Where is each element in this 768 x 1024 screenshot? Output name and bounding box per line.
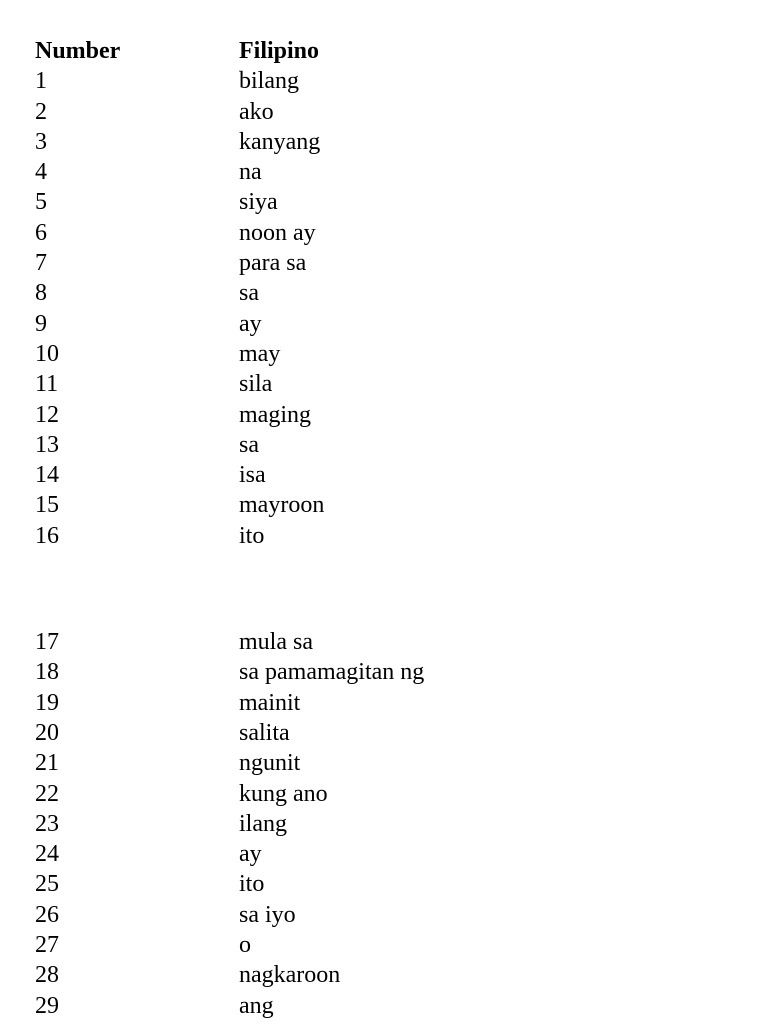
table-row: [35, 66, 735, 96]
row-filipino-word: ay: [239, 841, 262, 868]
row-number: 26: [35, 901, 59, 928]
table-row: [35, 218, 735, 248]
row-filipino-word: ilang: [239, 810, 287, 837]
table-row: [35, 97, 735, 127]
row-number: 20: [35, 719, 59, 746]
row-filipino-word: mula sa: [239, 629, 313, 656]
row-number: 1: [35, 68, 47, 95]
table-row: [35, 809, 735, 839]
table-row: [35, 839, 735, 869]
table-section-2: [35, 627, 735, 1021]
table-row: [35, 779, 735, 809]
table-row: [35, 248, 735, 278]
row-filipino-word: kanyang: [239, 128, 321, 155]
row-filipino-word: salita: [239, 719, 290, 746]
row-number: 21: [35, 750, 59, 777]
row-number: 6: [35, 219, 47, 246]
table-row: [35, 688, 735, 718]
row-filipino-word: sila: [239, 371, 273, 398]
table-row: [35, 278, 735, 308]
row-filipino-word: na: [239, 159, 262, 186]
row-number: 8: [35, 280, 47, 307]
section-spacer: [35, 551, 735, 627]
row-number: 2: [35, 98, 47, 125]
table-row: [35, 960, 735, 990]
row-number: 24: [35, 841, 59, 868]
row-number: 7: [35, 250, 47, 277]
table-row: [35, 718, 735, 748]
row-filipino-word: sa iyo: [239, 901, 296, 928]
row-filipino-word: may: [239, 340, 281, 367]
row-filipino-word: mayroon: [239, 492, 325, 519]
row-filipino-word: ngunit: [239, 750, 301, 777]
row-filipino-word: o: [239, 932, 251, 959]
row-filipino-word: ako: [239, 98, 274, 125]
row-number: 9: [35, 310, 47, 337]
table-row: [35, 339, 735, 369]
row-number: 29: [35, 992, 59, 1019]
row-filipino-word: siya: [239, 189, 278, 216]
row-number: 28: [35, 962, 59, 989]
row-filipino-word: sa: [239, 431, 259, 458]
table-row: [35, 309, 735, 339]
row-number: 16: [35, 522, 59, 549]
table-row: [35, 748, 735, 778]
row-filipino-word: sa: [239, 280, 259, 307]
table-section-1: [35, 66, 735, 551]
table-row: [35, 869, 735, 899]
table-row: [35, 187, 735, 217]
row-filipino-word: maging: [239, 401, 311, 428]
row-number: 27: [35, 932, 59, 959]
row-number: 14: [35, 462, 59, 489]
header-number: Number: [35, 38, 121, 64]
row-filipino-word: ay: [239, 310, 262, 337]
row-number: 18: [35, 659, 59, 686]
table-row: [35, 400, 735, 430]
row-number: 4: [35, 159, 47, 186]
table-row: [35, 460, 735, 490]
row-number: 11: [35, 371, 59, 398]
table-row: [35, 900, 735, 930]
row-filipino-word: isa: [239, 462, 266, 489]
row-number: 15: [35, 492, 59, 519]
row-filipino-word: sa pamamagitan ng: [239, 659, 425, 686]
row-number: 13: [35, 431, 59, 458]
row-number: 23: [35, 810, 59, 837]
row-number: 19: [35, 689, 59, 716]
row-filipino-word: noon ay: [239, 219, 316, 246]
row-filipino-word: para sa: [239, 250, 307, 277]
document-page: [35, 36, 735, 1021]
row-filipino-word: kung ano: [239, 780, 328, 807]
row-filipino-word: mainit: [239, 689, 301, 716]
table-row: [35, 127, 735, 157]
row-number: 5: [35, 189, 47, 216]
row-filipino-word: ito: [239, 871, 265, 898]
row-number: 3: [35, 128, 47, 155]
table-row: [35, 157, 735, 187]
table-row: [35, 369, 735, 399]
table-row: [35, 930, 735, 960]
table-header-row: [35, 36, 735, 66]
row-filipino-word: nagkaroon: [239, 962, 341, 989]
table-row: [35, 627, 735, 657]
row-number: 17: [35, 629, 59, 656]
table-row: [35, 657, 735, 687]
row-number: 12: [35, 401, 59, 428]
table-row: [35, 490, 735, 520]
row-number: 25: [35, 871, 59, 898]
row-filipino-word: bilang: [239, 68, 299, 95]
row-filipino-word: ang: [239, 992, 274, 1019]
row-number: 22: [35, 780, 59, 807]
header-filipino: Filipino: [239, 38, 320, 64]
table-row: [35, 521, 735, 551]
table-row: [35, 991, 735, 1021]
row-filipino-word: ito: [239, 522, 265, 549]
row-number: 10: [35, 340, 59, 367]
table-row: [35, 430, 735, 460]
